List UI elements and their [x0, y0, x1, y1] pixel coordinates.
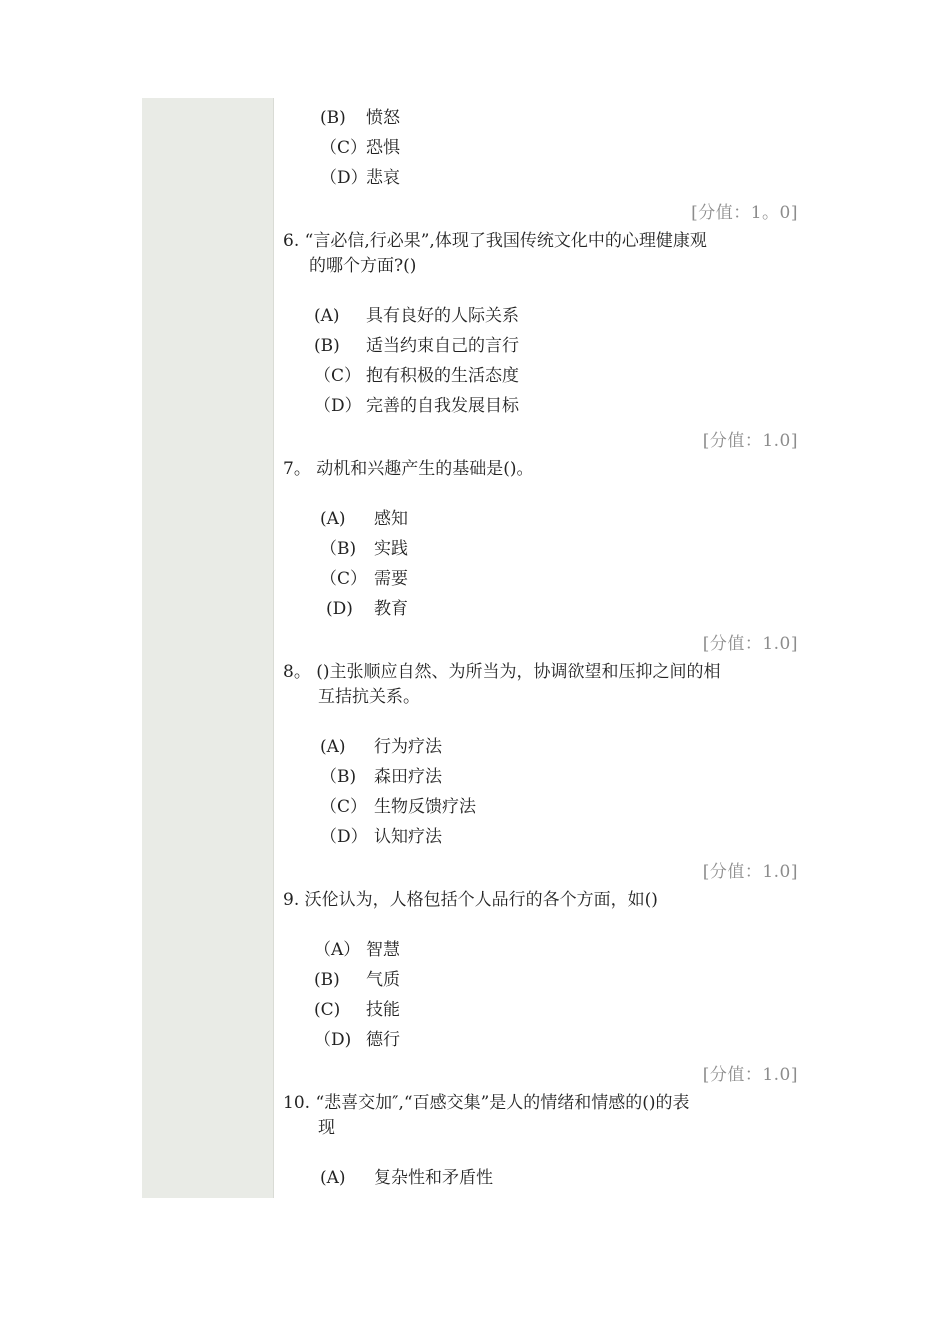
option-label: （B) [320, 767, 357, 787]
option-label: (B) [314, 970, 340, 990]
q10-question [283, 1091, 690, 1115]
q7-question [283, 457, 534, 481]
q8-option-b[interactable] [320, 765, 442, 789]
question-number: 10. [283, 1093, 311, 1113]
option-text: 气质 [366, 970, 400, 990]
option-text: 智慧 [366, 940, 400, 960]
option-label: (C) [314, 1000, 341, 1020]
option-label: （A） [314, 940, 361, 960]
option-label: (A) [320, 737, 346, 757]
q8-score: [分值：1.0] [702, 862, 798, 882]
q6-option-d[interactable] [314, 394, 519, 418]
q9-option-a[interactable] [314, 938, 400, 962]
q7-option-c[interactable] [320, 567, 408, 591]
option-label: (A) [314, 306, 340, 326]
option-label: (D) [326, 599, 353, 619]
option-text: 教育 [374, 599, 408, 619]
option-text: 实践 [374, 539, 408, 559]
option-label: （C） [320, 797, 368, 817]
q5-option-c[interactable] [320, 136, 400, 160]
q5-score: [分值：1。0] [691, 203, 798, 223]
q7-option-b[interactable] [320, 537, 408, 561]
q9-option-b[interactable] [314, 968, 400, 992]
q6-option-c[interactable] [314, 364, 519, 388]
question-number: 6. [283, 231, 300, 251]
option-text: 愤怒 [366, 108, 400, 128]
option-text: 完善的自我发展目标 [366, 396, 519, 416]
question-number: 9. [283, 890, 300, 910]
question-text-line1: 动机和兴趣产生的基础是()。 [316, 459, 534, 479]
option-text: 行为疗法 [374, 737, 442, 757]
q10-question-line2: 现 [318, 1118, 335, 1138]
q6-question [283, 229, 707, 253]
option-label: (B) [314, 336, 340, 356]
q6-option-a[interactable] [314, 304, 519, 328]
option-text: 技能 [366, 1000, 400, 1020]
option-text: 抱有积极的生活态度 [366, 366, 519, 386]
option-text: 复杂性和矛盾性 [374, 1168, 493, 1188]
q7-score: [分值：1.0] [702, 634, 798, 654]
option-label: （D） [320, 827, 368, 847]
q9-score: [分值：1.0] [702, 1065, 798, 1085]
q8-question [283, 660, 721, 684]
option-text: 生物反馈疗法 [374, 797, 476, 817]
question-text-line1: “言必信,行必果”,体现了我国传统文化中的心理健康观 [304, 231, 707, 251]
q9-option-c[interactable] [314, 998, 400, 1022]
option-label: （D） [320, 168, 368, 188]
question-text-line1: 沃伦认为，人格包括个人品行的各个方面，如() [304, 890, 658, 910]
option-label: (A) [320, 509, 346, 529]
q6-option-b[interactable] [314, 334, 519, 358]
option-label: （C） [314, 366, 362, 386]
q6-score: [分值：1.0] [702, 431, 798, 451]
option-text: 认知疗法 [374, 827, 442, 847]
option-label: （C） [320, 138, 368, 158]
question-text-line1: “悲喜交加″,“百感交集”是人的情绪和情感的()的表 [315, 1093, 690, 1113]
q9-question [283, 888, 658, 912]
question-number: 8。 [283, 662, 311, 682]
left-sidebar-panel [142, 98, 274, 1198]
q5-option-d[interactable] [320, 166, 400, 190]
q6-question-line2: 的哪个方面?() [309, 256, 417, 276]
option-text: 适当约束自己的言行 [366, 336, 519, 356]
option-text: 感知 [374, 509, 408, 529]
q7-option-d[interactable] [326, 597, 408, 621]
option-label: （C） [320, 569, 368, 589]
option-text: 需要 [374, 569, 408, 589]
question-number: 7。 [283, 459, 311, 479]
option-text: 具有良好的人际关系 [366, 306, 519, 326]
q9-option-d[interactable] [314, 1028, 400, 1052]
option-label: （D） [314, 396, 362, 416]
option-text: 森田疗法 [374, 767, 442, 787]
option-label: (B) [320, 108, 346, 128]
option-label: （B) [320, 539, 357, 559]
q10-option-a[interactable] [320, 1166, 493, 1190]
q7-option-a[interactable] [320, 507, 408, 531]
q8-option-d[interactable] [320, 825, 442, 849]
option-label: (A) [320, 1168, 346, 1188]
option-text: 德行 [366, 1030, 400, 1050]
q5-option-b[interactable] [320, 106, 400, 130]
q8-question-line2: 互拮抗关系。 [318, 687, 420, 707]
option-label: （D) [314, 1030, 352, 1050]
option-text: 恐惧 [366, 138, 400, 158]
q8-option-a[interactable] [320, 735, 442, 759]
option-text: 悲哀 [366, 168, 400, 188]
question-text-line1: ()主张顺应自然、为所当为，协调欲望和压抑之间的相 [316, 662, 721, 682]
q8-option-c[interactable] [320, 795, 476, 819]
